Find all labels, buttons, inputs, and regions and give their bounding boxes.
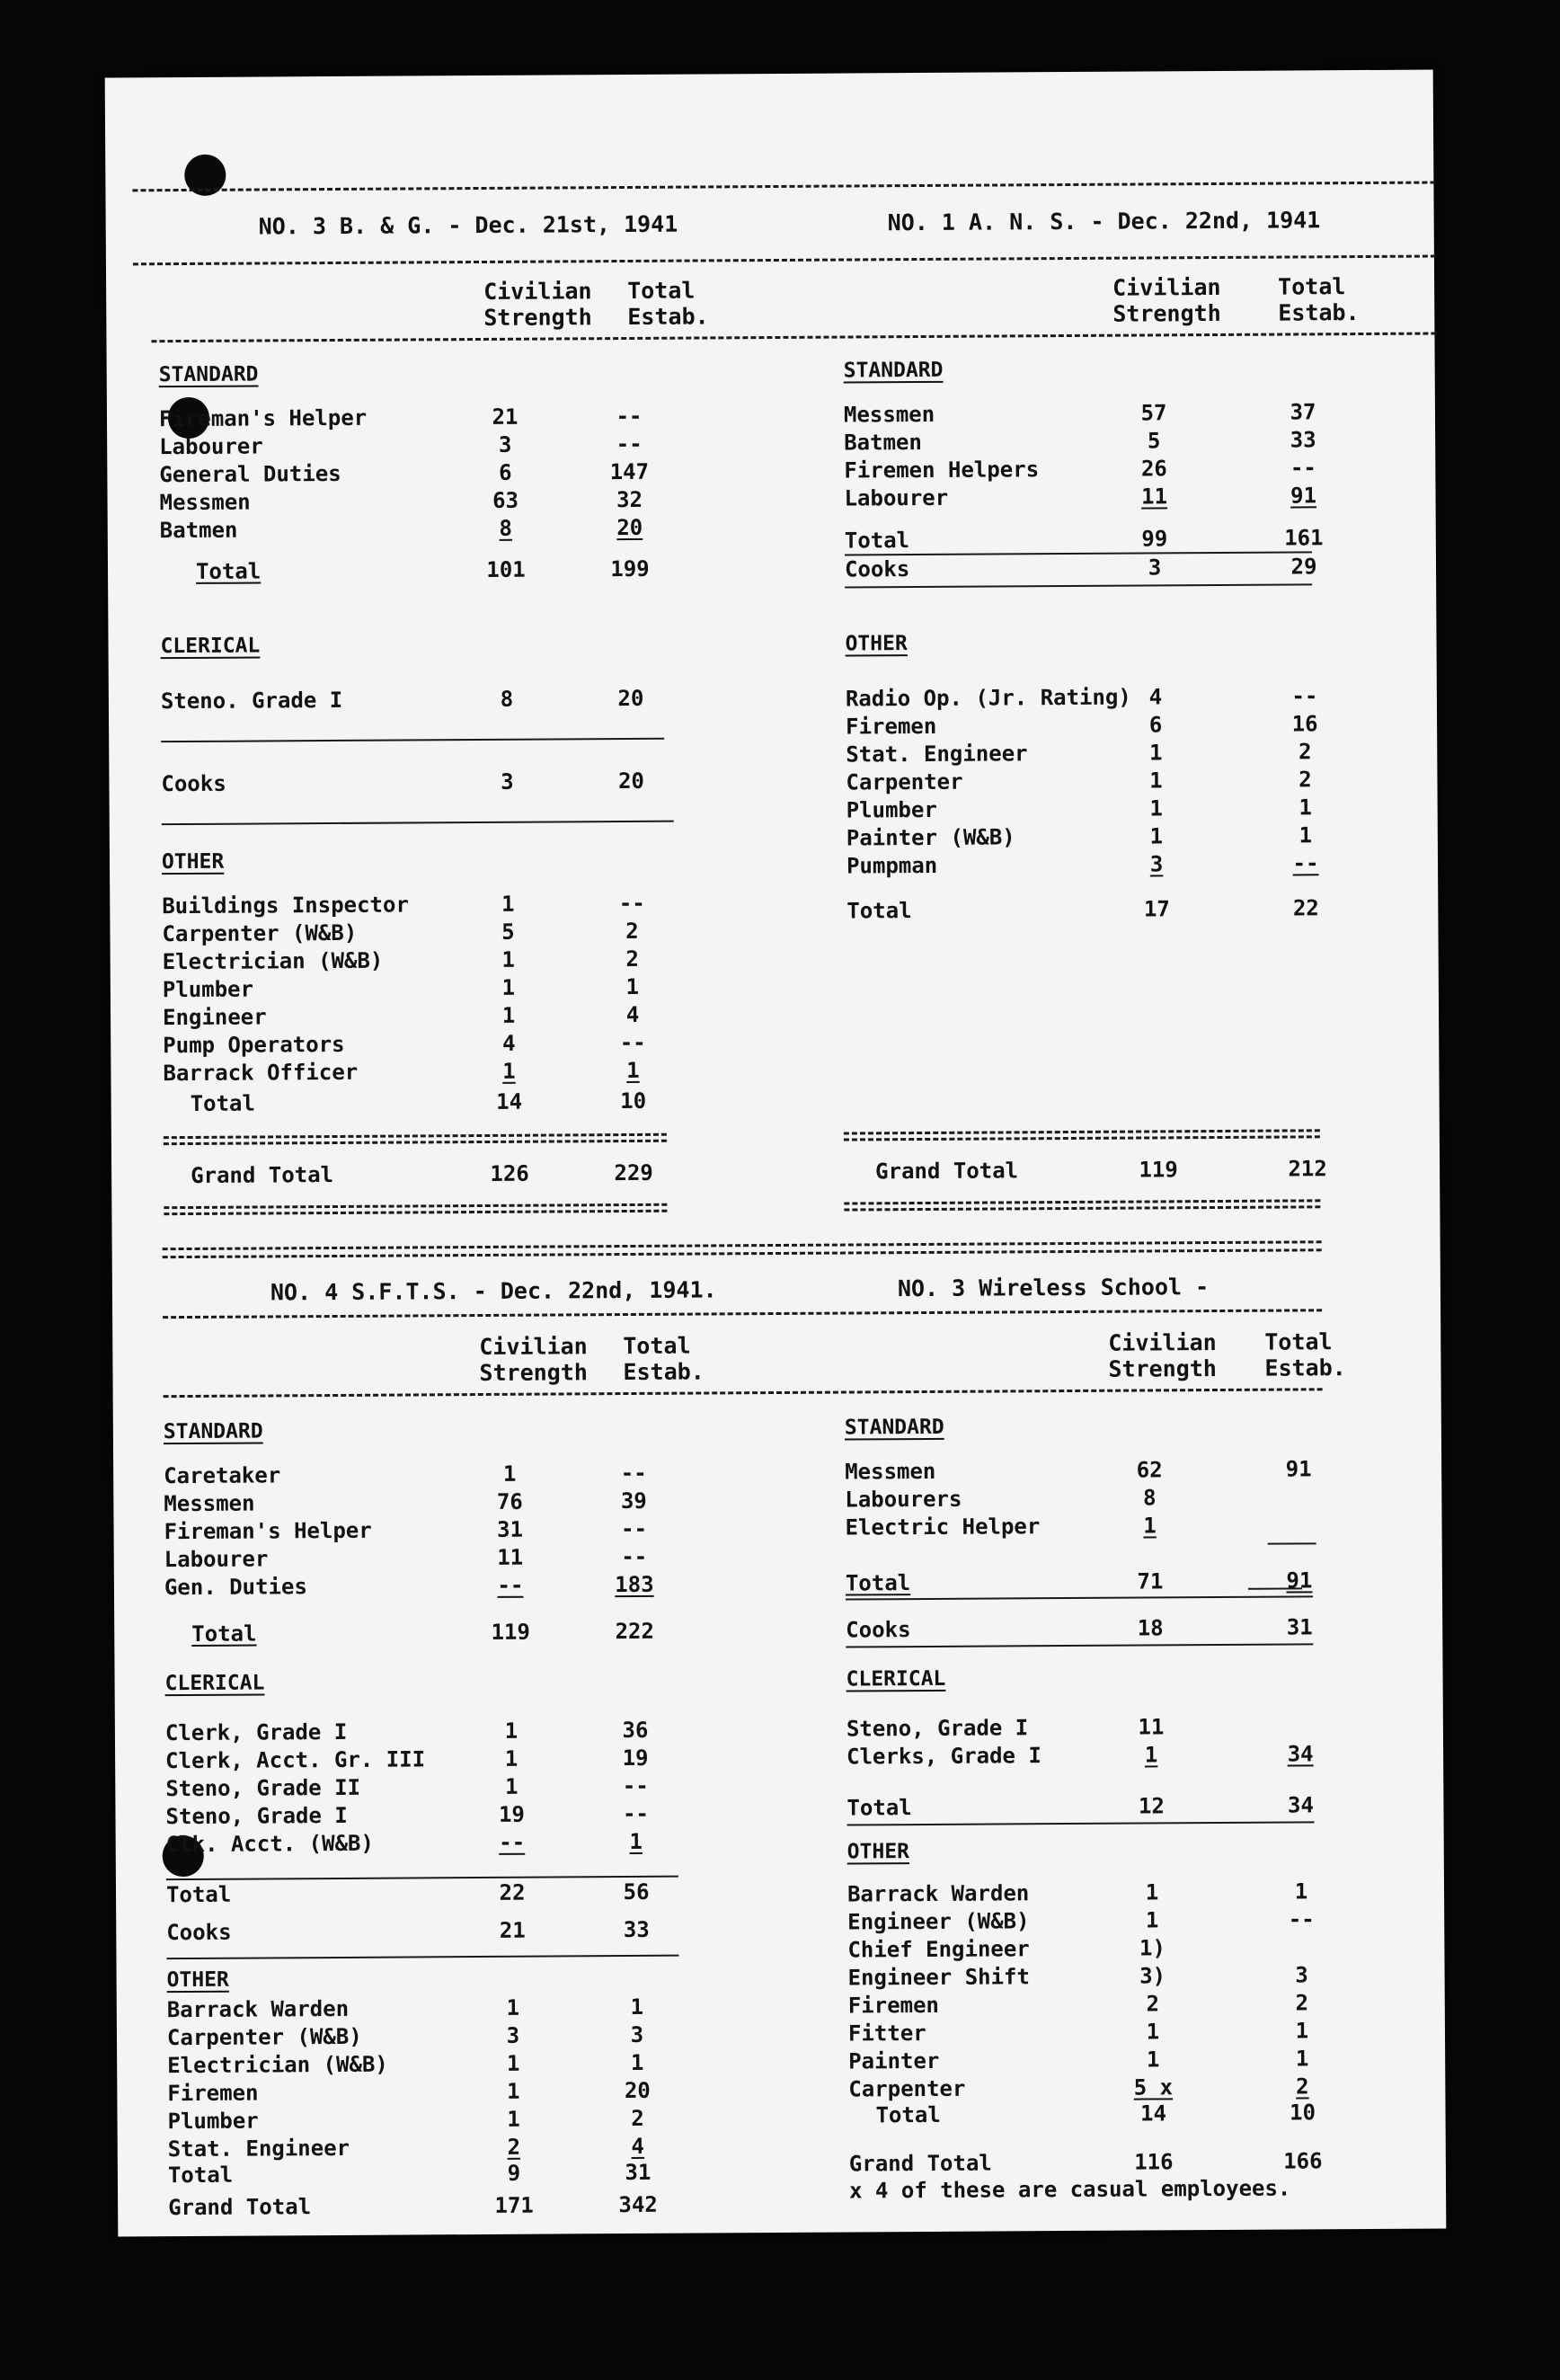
total-estab-header: Total Estab. xyxy=(1278,273,1360,326)
category-other: OTHER xyxy=(845,632,908,656)
total-estab-header: Total Estab. xyxy=(627,277,709,330)
total-estab-header: Total Estab. xyxy=(1264,1328,1346,1381)
category-standard: STANDARD xyxy=(843,358,944,383)
divider xyxy=(133,254,1436,265)
category-other: OTHER xyxy=(846,1840,910,1864)
divider xyxy=(166,1955,678,1959)
section-title: NO. 4 S.F.T.S. - Dec. 22nd, 1941. xyxy=(270,1276,717,1306)
divider xyxy=(1268,1542,1316,1544)
divider xyxy=(132,181,1435,191)
divider xyxy=(844,1129,1320,1141)
section-title: NO. 3 B. & G. - Dec. 21st, 1941 xyxy=(258,210,678,240)
divider xyxy=(151,332,1436,342)
divider xyxy=(164,1133,667,1145)
section-title: NO. 1 A. N. S. - Dec. 22nd, 1941 xyxy=(887,207,1321,236)
category-clerical: CLERICAL xyxy=(846,1666,946,1692)
section-title: NO. 3 Wireless School - xyxy=(897,1274,1210,1302)
divider xyxy=(845,551,1312,555)
category-other: OTHER xyxy=(166,1967,229,1993)
category-other: OTHER xyxy=(161,849,225,875)
civilian-strength-header: Civilian Strength xyxy=(479,1333,588,1387)
divider xyxy=(846,1595,1313,1600)
category-standard: STANDARD xyxy=(844,1415,944,1440)
document-page xyxy=(105,70,1447,2237)
civilian-strength-header: Civilian Strength xyxy=(483,278,592,331)
divider xyxy=(162,821,674,825)
divider xyxy=(164,1203,667,1215)
category-clerical: CLERICAL xyxy=(164,1671,265,1696)
divider xyxy=(163,1309,1322,1319)
civilian-strength-header: Civilian Strength xyxy=(1108,1329,1217,1382)
divider xyxy=(845,583,1312,588)
category-standard: STANDARD xyxy=(158,362,259,387)
category-standard: STANDARD xyxy=(163,1419,263,1444)
total-estab-header: Total Estab. xyxy=(623,1332,705,1386)
category-clerical: CLERICAL xyxy=(160,634,261,659)
divider xyxy=(161,738,664,742)
divider xyxy=(846,1643,1313,1647)
divider xyxy=(847,1821,1315,1825)
divider xyxy=(164,1388,1323,1398)
divider xyxy=(163,1240,1322,1258)
divider xyxy=(844,1199,1320,1211)
civilian-strength-header: Civilian Strength xyxy=(1112,273,1221,327)
